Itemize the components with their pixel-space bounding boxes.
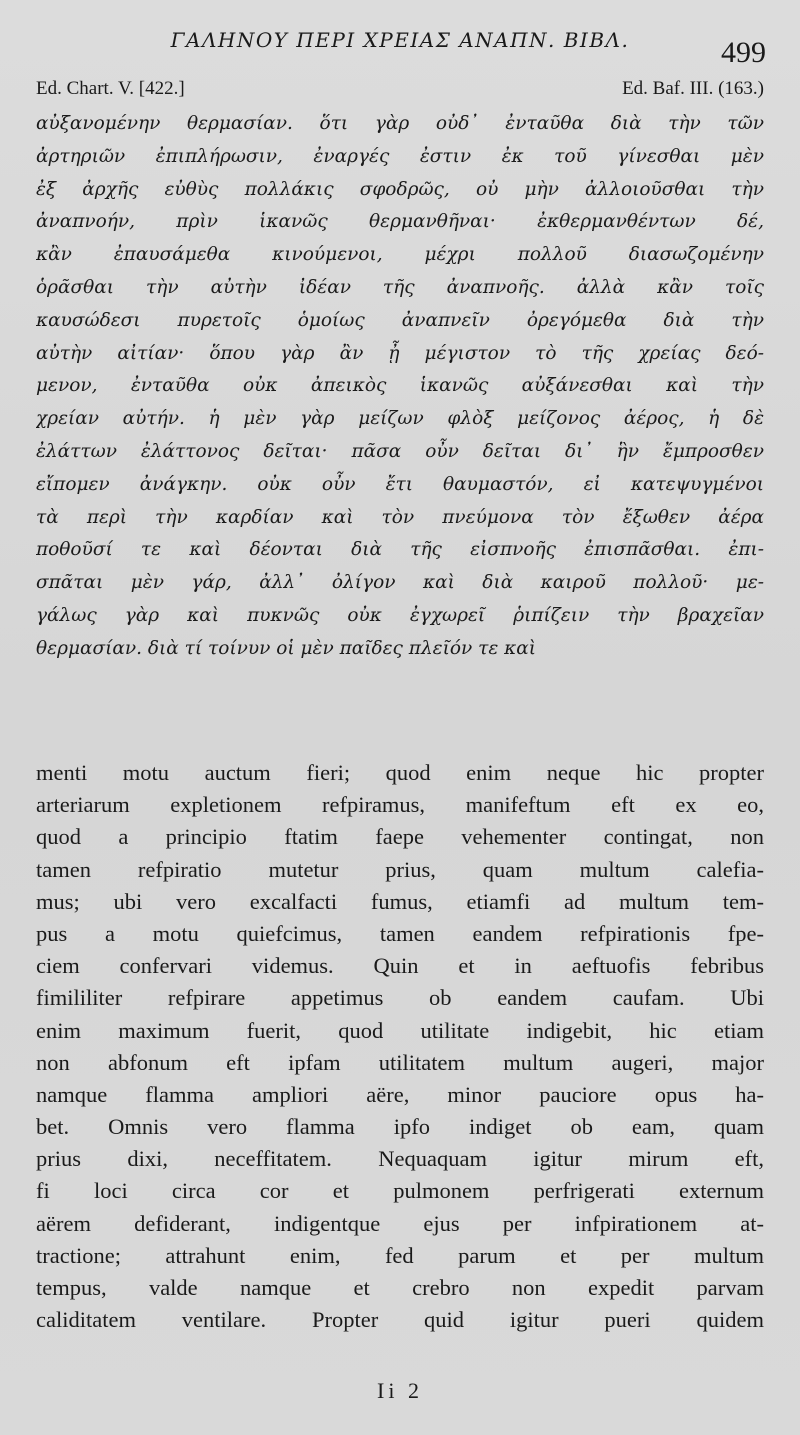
latin-text-line: fimililiter refpirare appetimus ob eandem caufam. Ubi (36, 985, 764, 1011)
greek-text-line: σπᾶται μὲν γάρ, ἀλλ᾽ ὀλίγον καὶ διὰ καιροῦ πολλοῦ· με- (36, 572, 764, 594)
latin-text-line: tractione; attrahunt enim, fed parum et per multum (36, 1242, 764, 1268)
running-head: ΓΑΛΗΝΟΥ ΠΕΡΙ ΧΡΕΙΑΣ ΑΝΑΠΝ. ΒΙΒΛ. (170, 28, 630, 52)
greek-text-line: ἐξ ἀρχῆς εὐθὺς πολλάκις σφοδρῶς, οὐ μὴν ἀλλοιοῦσθαι τὴν (36, 178, 764, 200)
latin-text-line: tamen refpiratio mutetur prius, quam multum calefia- (36, 856, 764, 882)
signature-mark: Ii 2 (377, 1378, 423, 1403)
greek-text-line: κἂν ἐπαυσάμεθα κινούμενοι, μέχρι πολλοῦ διασωζομένην (36, 244, 764, 266)
edition-reference-right: Ed. Baf. III. (163.) (622, 78, 764, 99)
latin-text-line: namque flamma ampliori aëre, minor pauciore opus ha- (36, 1081, 764, 1107)
greek-text-line: καυσώδεσι πυρετοῖς ὁμοίως ἀναπνεῖν ὀρεγόμεθα διὰ τὴν (36, 309, 764, 331)
edition-reference-left: Ed. Chart. V. [422.] (36, 78, 185, 99)
latin-text-line: caliditatem ventilare. Propter quid igitur pueri quidem (36, 1307, 764, 1333)
latin-text-line: arteriarum expletionem refpiramus, manifeftum eft ex eo, (36, 792, 764, 818)
latin-text-line: prius dixi, neceffitatem. Nequaquam igitur mirum eft, (36, 1146, 764, 1172)
latin-text-line: bet. Omnis vero flamma ipfo indiget ob eam, quam (36, 1114, 764, 1140)
latin-text-line: enim maximum fuerit, quod utilitate indigebit, hic etiam (36, 1017, 764, 1043)
latin-text-block (36, 757, 764, 1336)
greek-text-line: ὁρᾶσθαι τὴν αὐτὴν ἰδέαν τῆς ἀναπνοῆς. ἀλλὰ κἂν τοῖς (36, 276, 764, 298)
latin-text-line: quod a principio ftatim faepe vehementer contingat, non (36, 824, 764, 850)
page-number: 499 (721, 36, 766, 69)
greek-text-line: ἀναπνοήν, πρὶν ἱκανῶς θερμανθῆναι· ἐκθερμανθέντων δέ, (36, 211, 764, 233)
greek-text-line: τὰ περὶ τὴν καρδίαν καὶ τὸν πνεύμονα τὸν ἔξωθεν ἀέρα (36, 506, 764, 528)
greek-text-line: αὐτὴν αἰτίαν· ὅπου γὰρ ἂν ᾖ μέγιστον τὸ τῆς χρείας δεό- (36, 342, 764, 364)
latin-text-line: ciem confervari videmus. Quin et in aeftuofis febribus (36, 953, 764, 979)
greek-text-line: ποθοῦσί τε καὶ δέονται διὰ τῆς εἰσπνοῆς ἐπισπᾶσθαι. ἐπι- (36, 539, 764, 561)
greek-text-line: ἀρτηριῶν ἐπιπλήρωσιν, ἐναργές ἐστιν ἐκ τοῦ γίνεσθαι μὲν (36, 145, 764, 167)
latin-text-line: fi loci circa cor et pulmonem perfrigerati externum (36, 1178, 764, 1204)
greek-text-line: γάλως γὰρ καὶ πυκνῶς οὐκ ἐγχωρεῖ ῥιπίζειν τὴν βραχεῖαν (36, 604, 764, 626)
greek-text-line: χρείαν αὐτήν. ἡ μὲν γὰρ μείζων φλὸξ μείζονος ἀέρος, ἡ δὲ (36, 408, 764, 430)
greek-text-line: μενον, ἐνταῦθα οὐκ ἀπεικὸς ἱκανῶς αὐξάνεσθαι καὶ τὴν (36, 375, 764, 397)
greek-text-block (36, 108, 764, 666)
latin-text-line: tempus, valde namque et crebro non expedit parvam (36, 1275, 764, 1300)
latin-text-line: mus; ubi vero excalfacti fumus, etiamfi ad multum tem- (36, 888, 764, 914)
greek-text-line: ἐλάττων ἐλάττονος δεῖται· πᾶσα οὖν δεῖται δι᾽ ἣν ἔμπροσθεν (36, 440, 764, 462)
latin-text-line: pus a motu quiefcimus, tamen eandem refpirationis fpe- (36, 920, 764, 946)
greek-text-line: θερμασίαν. διὰ τί τοίνυν οἱ μὲν παῖδες πλεῖόν τε καὶ (36, 637, 537, 659)
greek-text-line: εἴπομεν ἀνάγκην. οὐκ οὖν ἔτι θαυμαστόν, εἰ κατεψυγμένοι (36, 473, 764, 495)
latin-text-line: non abfonum eft ipfam utilitatem multum augeri, major (36, 1049, 764, 1075)
latin-text-line: aërem defiderant, indigentque ejus per infpirationem at- (36, 1210, 764, 1236)
latin-text-line: menti motu auctum fieri; quod enim neque hic propter (36, 760, 764, 785)
greek-text-line: αὐξανομένην θερμασίαν. ὅτι γὰρ οὐδ᾽ ἐνταῦθα διὰ τὴν τῶν (36, 113, 764, 134)
